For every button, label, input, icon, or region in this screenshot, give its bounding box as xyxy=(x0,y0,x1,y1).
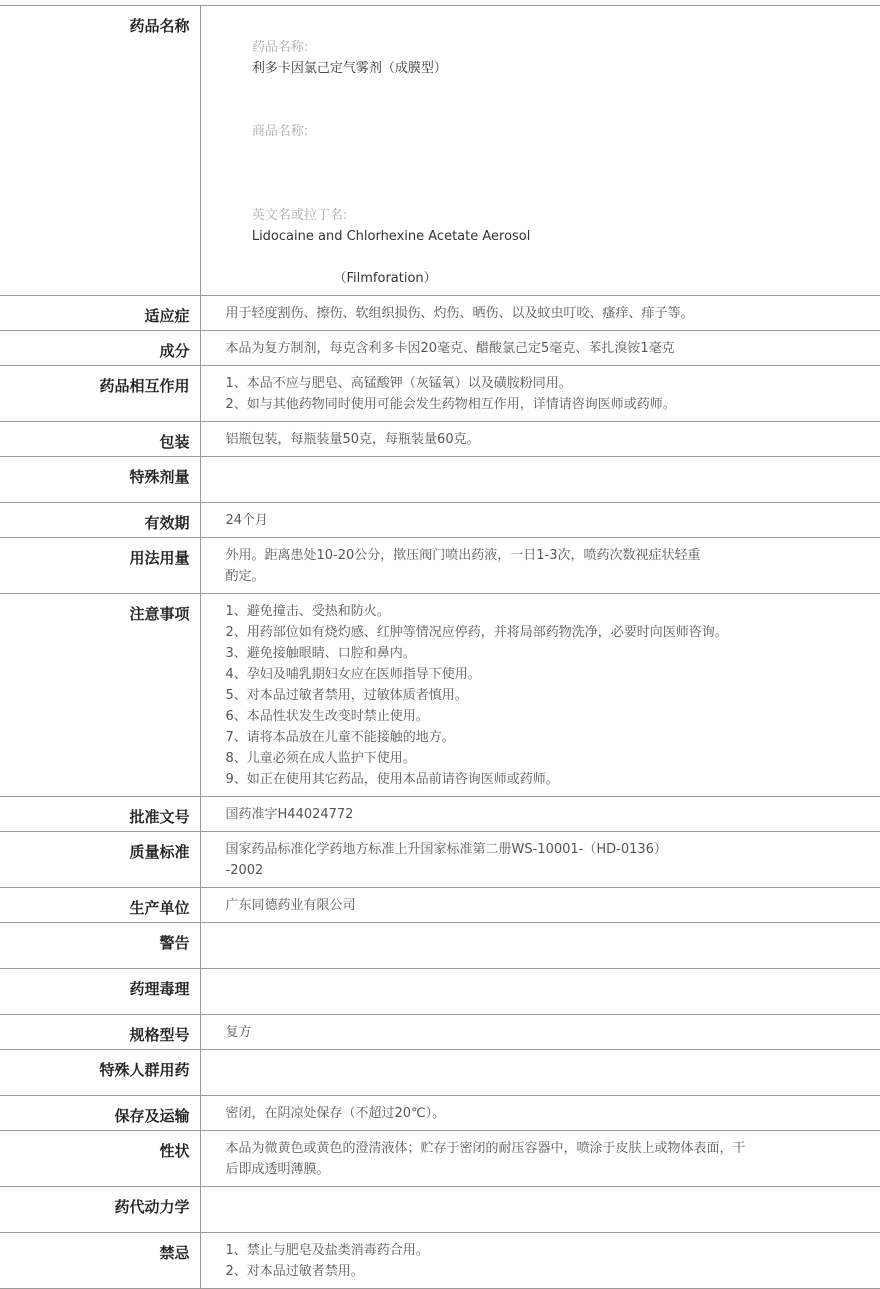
row-value xyxy=(200,1131,880,1187)
value-line: 7、请将本品放在儿童不能接触的地方。 xyxy=(225,730,455,745)
row-label: 警告 xyxy=(0,923,200,969)
table-row xyxy=(0,1050,880,1096)
value-line: 广东同德药业有限公司 xyxy=(225,898,356,913)
table-row xyxy=(0,594,880,797)
english-name-value-cont: （Filmforation） xyxy=(333,271,437,286)
value-line: 本品为复方制剂，每克含利多卡因20毫克、醋酸氯己定5毫克、苯扎溴铵1毫克 xyxy=(225,341,675,356)
english-name-label: 英文名或拉丁名: xyxy=(251,208,348,223)
row-drug-name xyxy=(0,6,880,296)
row-value xyxy=(200,422,880,457)
value-line: 外用。距离患处10-20公分，揿压阀门喷出药液，一日1-3次，喷药次数视症状轻重 xyxy=(225,548,701,563)
table-row xyxy=(0,503,880,538)
value-line: 用于轻度割伤、擦伤、软组织损伤、灼伤、晒伤、以及蚊虫叮咬、瘙痒、痱子等。 xyxy=(225,306,694,321)
row-label: 保存及运输 xyxy=(0,1096,200,1131)
row-label: 特殊剂量 xyxy=(0,457,200,503)
value-line: 密闭，在阴凉处保存（不超过20℃）。 xyxy=(225,1106,446,1121)
row-value xyxy=(200,1233,880,1289)
table-row xyxy=(0,1187,880,1233)
table-row xyxy=(0,923,880,969)
table-row xyxy=(0,366,880,422)
row-label: 注意事项 xyxy=(0,594,200,797)
trade-name-label: 商品名称: xyxy=(251,124,309,139)
row-label: 禁忌 xyxy=(0,1233,200,1289)
table-row xyxy=(0,457,880,503)
table-row xyxy=(0,1096,880,1131)
value-line: 8、儿童必须在成人监护下使用。 xyxy=(225,751,416,766)
value-line: 1、本品不应与肥皂、高锰酸钾（灰锰氧）以及磺胺粉同用。 xyxy=(225,376,572,391)
value-line: 1、避免撞击、受热和防火。 xyxy=(225,604,390,619)
english-name-value: Lidocaine and Chlorhexine Acetate Aerosol xyxy=(251,229,531,244)
table-row xyxy=(0,331,880,366)
table-row xyxy=(0,1233,880,1289)
value-line: 4、孕妇及哺乳期妇女应在医师指导下使用。 xyxy=(225,667,481,682)
table-row xyxy=(0,888,880,923)
table-row xyxy=(0,538,880,594)
row-value xyxy=(200,594,880,797)
value-line: 2、用药部位如有烧灼感、红肿等情况应停药，并将局部药物洗净，必要时向医师咨询。 xyxy=(225,625,728,640)
row-label: 性状 xyxy=(0,1131,200,1187)
row-value xyxy=(200,832,880,888)
row-label: 药品相互作用 xyxy=(0,366,200,422)
value-line: 3、避免接触眼睛、口腔和鼻内。 xyxy=(225,646,416,661)
row-value xyxy=(200,1015,880,1050)
table-row xyxy=(0,296,880,331)
value-line: 2、对本品过敏者禁用。 xyxy=(225,1264,364,1279)
value-line: 6、本品性状发生改变时禁止使用。 xyxy=(225,709,429,724)
value-line: 后即成透明薄膜。 xyxy=(225,1162,330,1177)
row-value xyxy=(200,503,880,538)
drug-info-table xyxy=(0,5,880,1289)
generic-name-label: 药品名称: xyxy=(251,40,309,55)
row-value xyxy=(200,923,880,969)
row-label: 质量标准 xyxy=(0,832,200,888)
row-value xyxy=(200,1050,880,1096)
row-value xyxy=(200,296,880,331)
row-value xyxy=(200,1187,880,1233)
table-row xyxy=(0,969,880,1015)
value-line: 国家药品标准化学药地方标准上升国家标准第二册WS-10001-（HD-0136） xyxy=(225,842,667,857)
row-value xyxy=(200,1096,880,1131)
value-line: 24个月 xyxy=(225,513,269,528)
row-value xyxy=(200,457,880,503)
table-row xyxy=(0,797,880,832)
row-label: 用法用量 xyxy=(0,538,200,594)
row-label: 批准文号 xyxy=(0,797,200,832)
row-label: 生产单位 xyxy=(0,888,200,923)
value-line: 1、禁止与肥皂及盐类消毒药合用。 xyxy=(225,1243,429,1258)
row-value xyxy=(200,366,880,422)
table-row xyxy=(0,422,880,457)
value-line: 铝瓶包装，每瓶装量50克，每瓶装量60克。 xyxy=(225,432,480,447)
row-value xyxy=(200,331,880,366)
row-value xyxy=(200,797,880,832)
row-value xyxy=(200,538,880,594)
generic-name-value: 利多卡因氯己定气雾剂（成膜型） xyxy=(251,61,447,76)
row-value xyxy=(200,888,880,923)
row-label: 适应症 xyxy=(0,296,200,331)
row-label: 包装 xyxy=(0,422,200,457)
row-value xyxy=(200,969,880,1015)
table-row xyxy=(0,1131,880,1187)
drug-name-block xyxy=(200,6,880,296)
row-label: 药品名称 xyxy=(0,6,200,296)
row-label: 规格型号 xyxy=(0,1015,200,1050)
value-line: 复方 xyxy=(225,1025,252,1040)
value-line: 本品为微黄色或黄色的澄清液体；贮存于密闭的耐压容器中，喷涂于皮肤上或物体表面，干 xyxy=(225,1141,746,1156)
row-label: 成分 xyxy=(0,331,200,366)
table-row xyxy=(0,1015,880,1050)
row-label: 有效期 xyxy=(0,503,200,538)
table-row xyxy=(0,832,880,888)
value-line: 5、对本品过敏者禁用，过敏体质者慎用。 xyxy=(225,688,468,703)
value-line: -2002 xyxy=(225,863,264,878)
row-label: 特殊人群用药 xyxy=(0,1050,200,1096)
row-label: 药理毒理 xyxy=(0,969,200,1015)
value-line: 酌定。 xyxy=(225,569,265,584)
row-label: 药代动力学 xyxy=(0,1187,200,1233)
value-line: 2、如与其他药物同时使用可能会发生药物相互作用，详情请咨询医师或药师。 xyxy=(225,397,676,412)
value-line: 9、如正在使用其它药品，使用本品前请咨询医师或药师。 xyxy=(225,772,559,787)
value-line: 国药准字H44024772 xyxy=(225,807,354,822)
